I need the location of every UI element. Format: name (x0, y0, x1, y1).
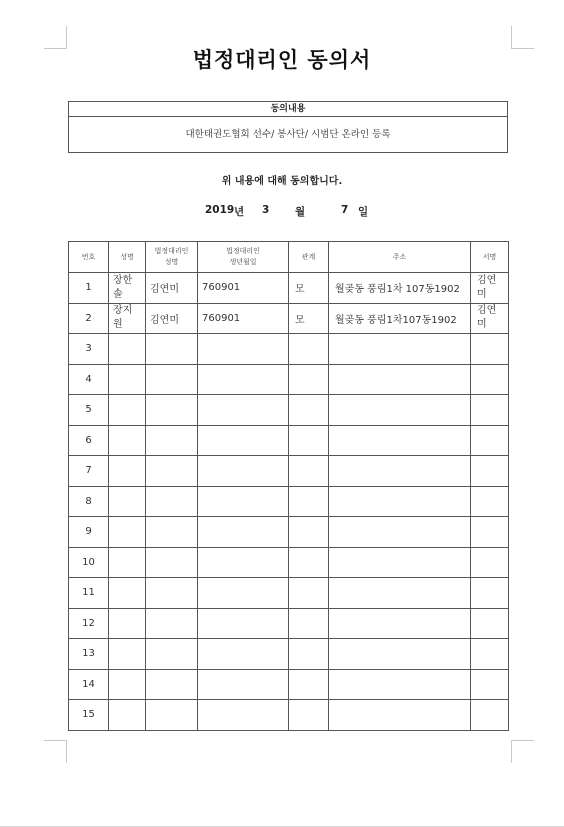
signature-cell (471, 547, 509, 578)
relation-cell (289, 456, 329, 487)
date-month: 3 (262, 204, 270, 216)
guardian-birthdate-cell (198, 639, 289, 670)
student-name-cell (109, 608, 146, 639)
table-row (69, 303, 509, 334)
guardian-name-cell (146, 669, 198, 700)
row-number-cell: 14 (69, 669, 109, 700)
relation-cell (289, 517, 329, 548)
signature-cell (471, 578, 509, 609)
guardian-birthdate-cell (198, 578, 289, 609)
crop-mark-bottom-left (44, 740, 67, 763)
student-name-cell: 장한 솔 (109, 273, 146, 304)
row-number-cell: 8 (69, 486, 109, 517)
relation-cell (289, 334, 329, 365)
date-month-unit: 월 (295, 206, 306, 218)
table-row (69, 395, 509, 426)
table-row (69, 486, 509, 517)
guardian-name-cell (146, 395, 198, 426)
student-name-cell (109, 334, 146, 365)
address-cell (329, 700, 471, 731)
address-cell: 월곶동 풍림1차107동1902 (329, 303, 471, 334)
student-name-cell (109, 639, 146, 670)
guardian-birthdate-cell: 760901 (198, 303, 289, 334)
student-name-cell (109, 517, 146, 548)
relation-cell: 모 (289, 273, 329, 304)
row-number-cell: 4 (69, 364, 109, 395)
header-guardian-name: 법정대리인 성명 (146, 242, 198, 273)
table-row (69, 639, 509, 670)
row-number-cell: 6 (69, 425, 109, 456)
date-year: 2019 (205, 204, 235, 216)
table-row (69, 608, 509, 639)
guardian-birthdate-cell (198, 608, 289, 639)
signature-cell (471, 456, 509, 487)
relation-cell (289, 700, 329, 731)
consent-content: 대한태권도협회 선수/ 봉사단/ 시범단 온라인 등록 (185, 129, 391, 140)
address-cell (329, 395, 471, 426)
address-cell (329, 517, 471, 548)
table-row (69, 669, 509, 700)
address-cell (329, 425, 471, 456)
address-cell (329, 669, 471, 700)
guardian-name-cell (146, 425, 198, 456)
table-row (69, 700, 509, 731)
guardian-name-cell: 김연미 (146, 273, 198, 304)
signature-cell (471, 700, 509, 731)
guardian-name-cell (146, 700, 198, 731)
guardian-consent-table (68, 241, 509, 731)
guardian-name-cell (146, 486, 198, 517)
row-number-cell: 3 (69, 334, 109, 365)
relation-cell (289, 364, 329, 395)
table-row (69, 547, 509, 578)
guardian-birthdate-cell (198, 547, 289, 578)
crop-mark-bottom-right (511, 740, 534, 763)
student-name-cell (109, 669, 146, 700)
guardian-birthdate-cell (198, 395, 289, 426)
header-name: 성명 (109, 242, 146, 273)
row-number-cell: 10 (69, 547, 109, 578)
address-cell (329, 334, 471, 365)
relation-cell (289, 486, 329, 517)
address-cell (329, 578, 471, 609)
guardian-name-cell (146, 547, 198, 578)
address-cell (329, 364, 471, 395)
relation-cell (289, 425, 329, 456)
row-number-cell: 7 (69, 456, 109, 487)
student-name-cell (109, 364, 146, 395)
guardian-name-cell (146, 334, 198, 365)
guardian-birthdate-cell (198, 486, 289, 517)
relation-cell (289, 578, 329, 609)
signature-cell (471, 669, 509, 700)
student-name-cell (109, 578, 146, 609)
document-title: 법정대리인 동의서 (192, 48, 372, 72)
date-day-unit: 일 (358, 206, 369, 218)
table-header-row (69, 242, 509, 273)
guardian-name-cell (146, 364, 198, 395)
signature-cell (471, 517, 509, 548)
guardian-birthdate-cell (198, 364, 289, 395)
row-number-cell: 1 (69, 273, 109, 304)
address-cell (329, 639, 471, 670)
relation-cell (289, 669, 329, 700)
student-name-cell (109, 486, 146, 517)
table-row (69, 364, 509, 395)
guardian-birthdate-cell (198, 700, 289, 731)
row-number-cell: 2 (69, 303, 109, 334)
student-name-cell (109, 425, 146, 456)
signature-cell: 김연 미 (471, 303, 509, 334)
row-number-cell: 5 (69, 395, 109, 426)
address-cell (329, 608, 471, 639)
address-cell (329, 547, 471, 578)
consent-header: 동의내용 (69, 102, 507, 117)
relation-cell (289, 608, 329, 639)
signature-cell (471, 364, 509, 395)
guardian-birthdate-cell: 760901 (198, 273, 289, 304)
student-name-cell: 장지 원 (109, 303, 146, 334)
guardian-name-cell (146, 639, 198, 670)
address-cell (329, 486, 471, 517)
header-guardian-birth: 법정대리인 생년월일 (198, 242, 289, 273)
row-number-cell: 11 (69, 578, 109, 609)
signature-cell (471, 486, 509, 517)
relation-cell: 모 (289, 303, 329, 334)
student-name-cell (109, 395, 146, 426)
guardian-birthdate-cell (198, 517, 289, 548)
row-number-cell: 9 (69, 517, 109, 548)
guardian-birthdate-cell (198, 425, 289, 456)
table-row (69, 273, 509, 304)
relation-cell (289, 395, 329, 426)
guardian-name-cell: 김연미 (146, 303, 198, 334)
guardian-name-cell (146, 578, 198, 609)
header-no: 번호 (69, 242, 109, 273)
guardian-birthdate-cell (198, 334, 289, 365)
signature-cell: 김연 미 (471, 273, 509, 304)
table-row (69, 334, 509, 365)
header-signature: 서명 (471, 242, 509, 273)
consent-box (68, 101, 508, 153)
table-row (69, 517, 509, 548)
signature-cell (471, 425, 509, 456)
header-relation: 관계 (289, 242, 329, 273)
relation-cell (289, 639, 329, 670)
guardian-birthdate-cell (198, 456, 289, 487)
table-row (69, 425, 509, 456)
header-address: 주소 (329, 242, 471, 273)
student-name-cell (109, 456, 146, 487)
row-number-cell: 15 (69, 700, 109, 731)
agreement-statement: 위 내용에 대해 동의합니다. (221, 176, 343, 187)
guardian-name-cell (146, 608, 198, 639)
date-year-unit: 년 (234, 206, 245, 218)
student-name-cell (109, 700, 146, 731)
signature-cell (471, 395, 509, 426)
signature-cell (471, 608, 509, 639)
row-number-cell: 13 (69, 639, 109, 670)
student-name-cell (109, 547, 146, 578)
table-row (69, 456, 509, 487)
row-number-cell: 12 (69, 608, 109, 639)
address-cell (329, 456, 471, 487)
table-row (69, 578, 509, 609)
address-cell: 월곶동 풍림1차 107동1902 (329, 273, 471, 304)
guardian-name-cell (146, 456, 198, 487)
date-day: 7 (341, 204, 349, 216)
signature-cell (471, 639, 509, 670)
guardian-name-cell (146, 517, 198, 548)
guardian-birthdate-cell (198, 669, 289, 700)
signature-cell (471, 334, 509, 365)
relation-cell (289, 547, 329, 578)
